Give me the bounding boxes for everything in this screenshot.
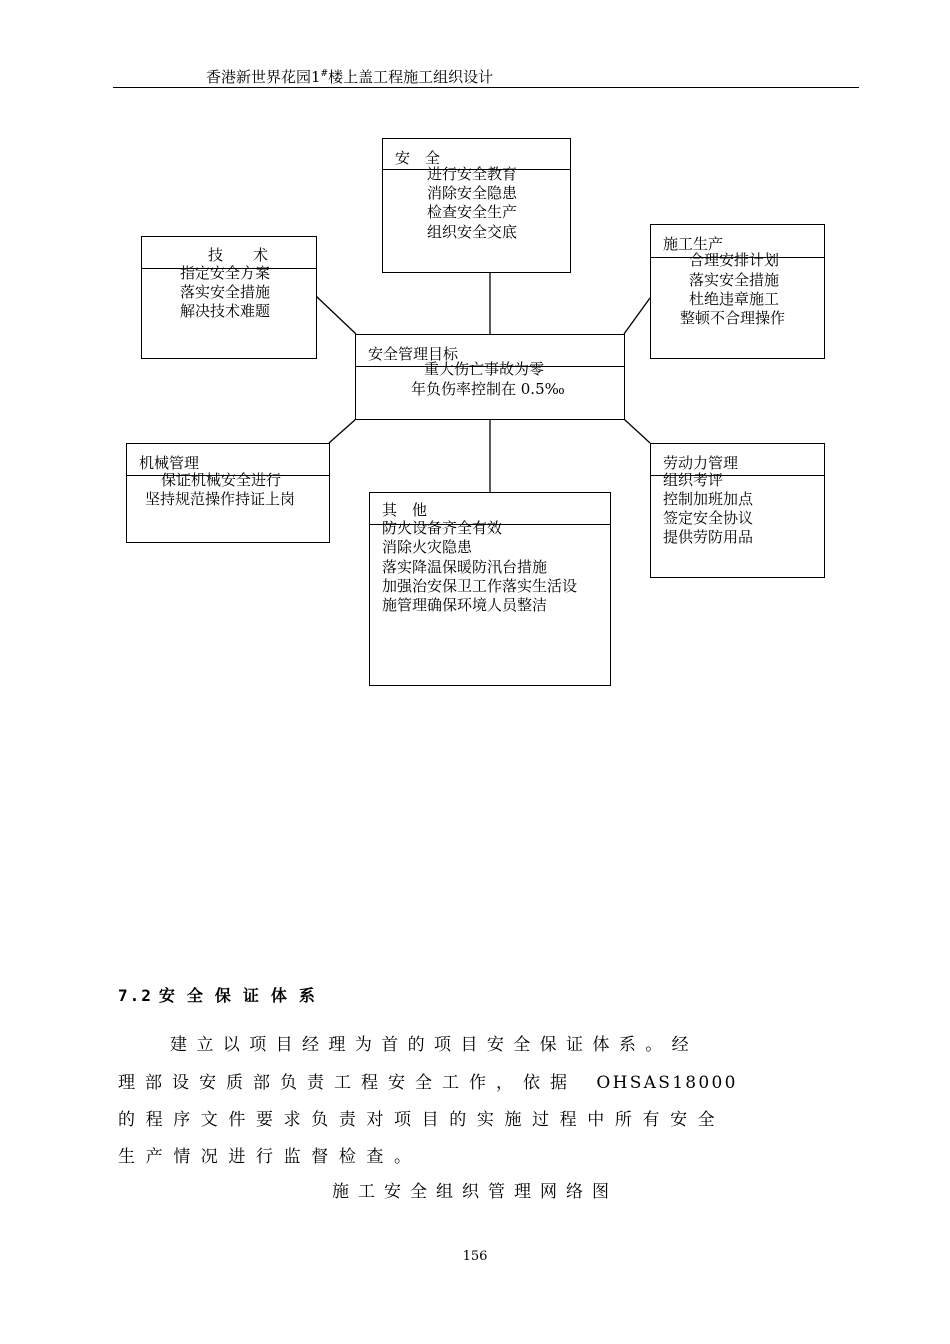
box-construction-line: 整顿不合理操作 xyxy=(680,309,786,327)
box-safety xyxy=(382,138,571,273)
box-center-title: 安全管理目标 xyxy=(368,345,459,363)
box-other xyxy=(369,492,611,686)
box-other-title: 其 他 xyxy=(382,501,428,519)
paragraph-line: 的 程 序 文 件 要 求 负 责 对 项 目 的 实 施 过 程 中 所 有 安 全 xyxy=(118,1110,718,1130)
box-labor-line: 组织考评 xyxy=(663,471,724,489)
box-machinery-title: 机械管理 xyxy=(139,454,200,472)
box-tech xyxy=(141,236,317,359)
box-labor-line: 控制加班加点 xyxy=(663,490,754,508)
connector-labor xyxy=(624,419,650,443)
section-heading xyxy=(118,983,327,1006)
box-labor xyxy=(650,443,825,578)
paragraph-line: 理 部 设 安 质 部 负 责 工 程 安 全 工 作 ， 依 据 OHSAS18000 xyxy=(118,1073,738,1093)
box-labor-line: 提供劳防用品 xyxy=(663,528,754,546)
page-number: 156 xyxy=(462,1249,488,1264)
box-other-line: 消除火灾隐患 xyxy=(382,538,473,556)
box-safety-line: 组织安全交底 xyxy=(427,223,518,241)
page-header-title: 香港新世界花园1#楼上盖工程施工组织设计 xyxy=(206,68,494,86)
paragraph-line: 生 产 情 况 进 行 监 督 检 查 。 xyxy=(118,1147,414,1167)
box-construction-line: 合理安排计划 xyxy=(689,251,780,269)
box-center-goal xyxy=(355,334,625,420)
box-tech-line: 落实安全措施 xyxy=(180,283,271,301)
box-safety-line: 检查安全生产 xyxy=(427,203,518,221)
box-tech-title: 技 术 xyxy=(208,246,269,264)
box-labor-title: 劳动力管理 xyxy=(663,454,739,472)
section-title: 安全保证体系 xyxy=(158,986,327,1005)
box-center-line: 重大伤亡事故为零 xyxy=(424,360,545,378)
box-tech-line: 指定安全方案 xyxy=(180,264,271,282)
box-other-line: 施管理确保环境人员整洁 xyxy=(382,596,548,614)
box-center-line: 年负伤率控制在 0.5‰ xyxy=(411,380,565,398)
box-machinery-line: 保证机械安全进行 xyxy=(161,471,282,489)
box-construction xyxy=(650,224,825,359)
paragraph-line: 建 立 以 项 目 经 理 为 首 的 项 目 安 全 保 证 体 系 。 经 xyxy=(170,1035,691,1055)
connector-construction xyxy=(624,298,650,334)
figure-caption: 施工安全组织管理网络图 xyxy=(332,1182,618,1202)
box-other-line: 加强治安保卫工作落实生活设 xyxy=(382,577,578,595)
box-construction-line: 落实安全措施 xyxy=(689,271,780,289)
box-safety-line: 进行安全教育 xyxy=(427,165,518,183)
box-safety-line: 消除安全隐患 xyxy=(427,184,518,202)
box-construction-line: 杜绝违章施工 xyxy=(689,290,780,308)
box-labor-line: 签定安全协议 xyxy=(663,509,754,527)
box-safety-title: 安 全 xyxy=(395,149,441,167)
box-machinery xyxy=(126,443,330,543)
connector-machinery xyxy=(329,419,356,443)
box-other-line: 落实降温保暖防汛台措施 xyxy=(382,558,548,576)
connector-tech xyxy=(316,296,356,334)
box-other-line: 防火设备齐全有效 xyxy=(382,519,503,537)
section-number: 7.2 xyxy=(118,986,153,1005)
box-tech-line: 解决技术难题 xyxy=(180,302,271,320)
box-construction-title: 施工生产 xyxy=(663,235,724,253)
box-machinery-line: 坚持规范操作持证上岗 xyxy=(145,490,296,508)
